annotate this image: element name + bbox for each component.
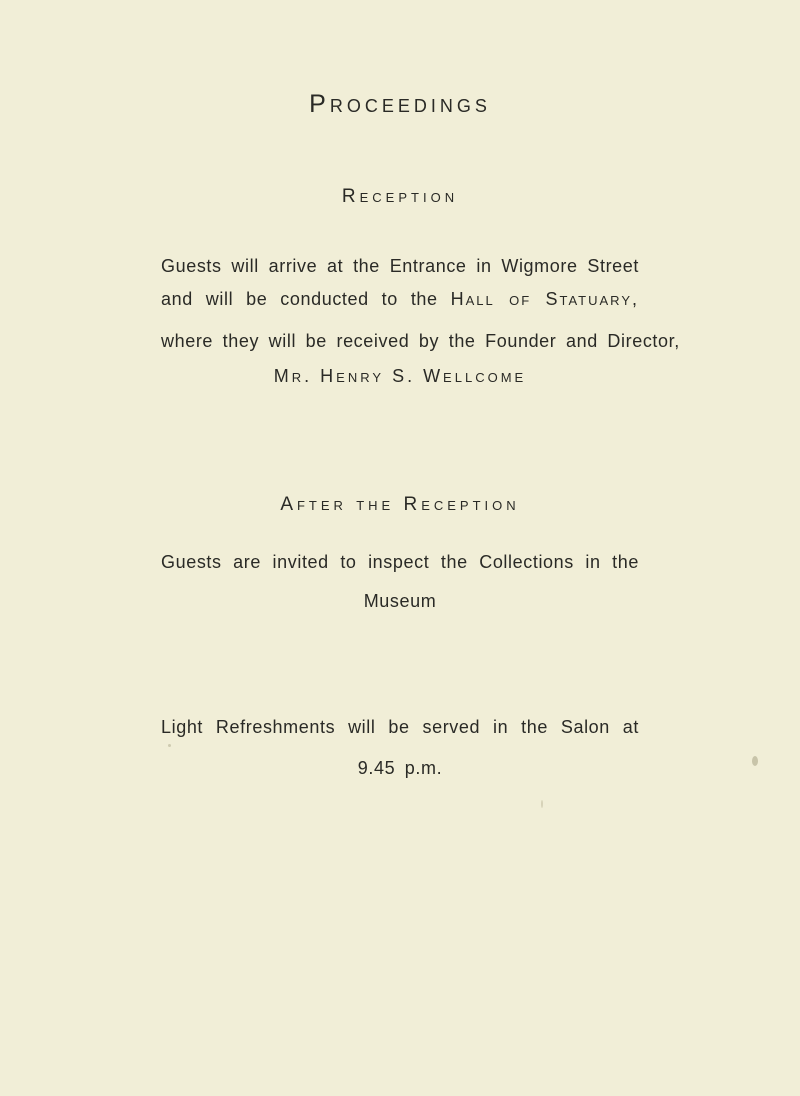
founder-name: Mr. Henry S. Wellcome	[273, 366, 527, 386]
reception-heading: Reception	[341, 186, 459, 207]
reception-line-3: where they will be received by the Founder and Director,	[161, 331, 680, 351]
reception-line-2-text: and will be conducted to the	[161, 289, 438, 309]
refreshments-line-1: Light Refreshments will be served in the Salon at	[161, 717, 639, 737]
reception-line-2	[161, 288, 639, 310]
after-line-1: Guests are invited to inspect the Collections in the	[161, 552, 639, 572]
hall-of-statuary: Hall of Statuary,	[450, 289, 639, 309]
paper-speck	[541, 800, 543, 808]
after-line-2: Museum	[363, 591, 437, 611]
paper-speck	[752, 756, 758, 766]
refreshments-line-2: 9.45 p.m.	[357, 758, 443, 778]
after-reception-heading: After the Reception	[280, 494, 520, 515]
page-title: Proceedings	[309, 90, 491, 118]
paper-speck	[168, 744, 171, 747]
reception-line-1: Guests will arrive at the Entrance in Wigmore Street	[161, 256, 639, 276]
